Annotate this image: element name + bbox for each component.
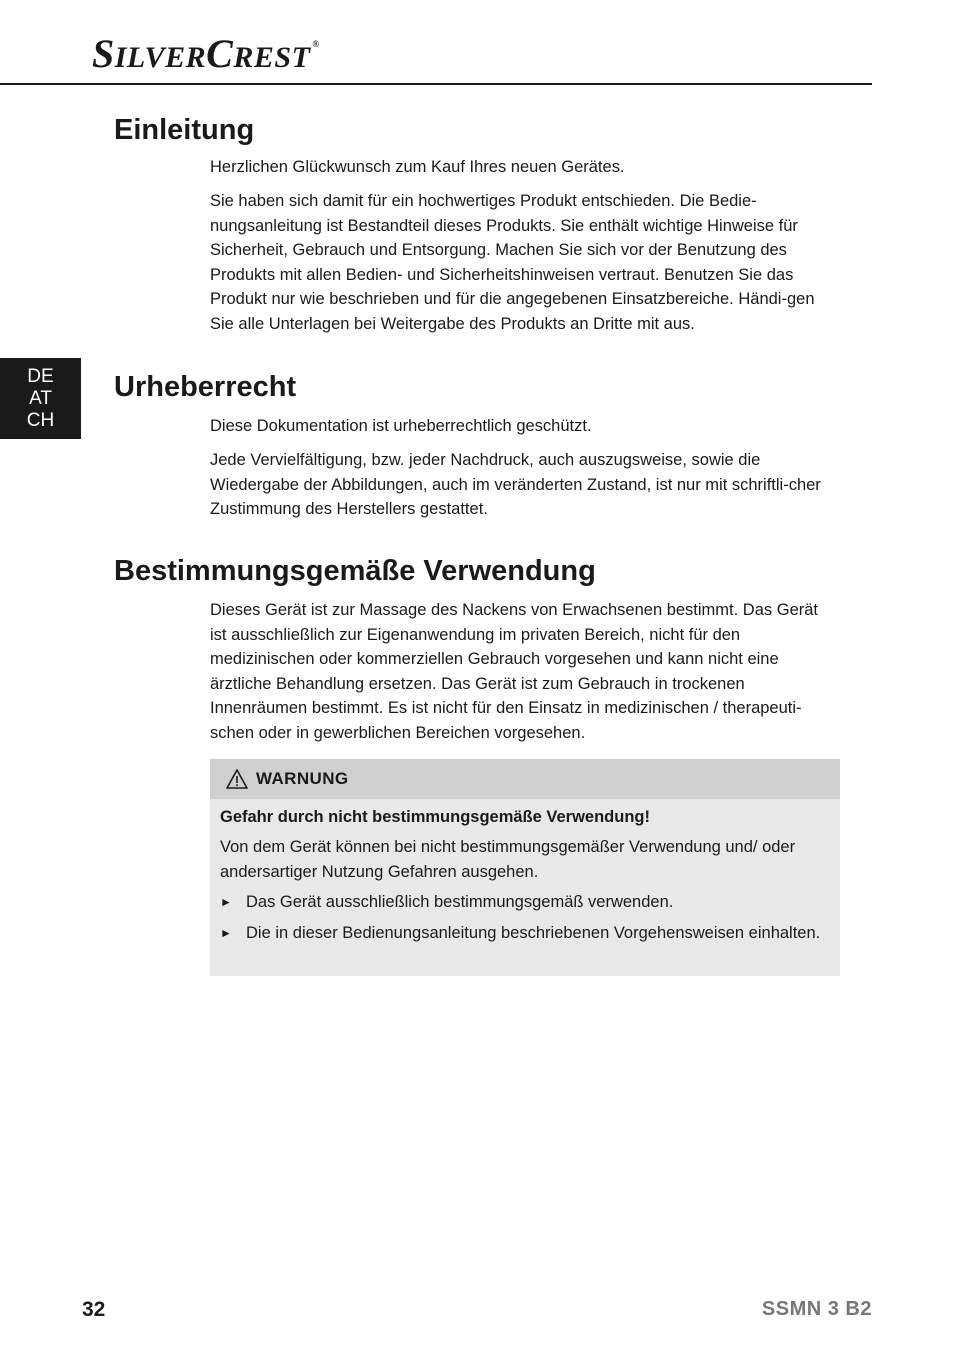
warning-title: Gefahr durch nicht bestimmungsgemäße Verwendung! — [220, 808, 650, 826]
warning-header — [210, 759, 840, 799]
warning-text: Von dem Gerät können bei nicht bestimmungsgemäßer Verwendung und/ oder andersartiger Nutzung Gefahren ausgehen. — [220, 838, 796, 881]
section-heading-verwendung: Bestimmungsgemäße Verwendung — [114, 555, 596, 587]
brand-letter: S — [92, 31, 115, 76]
language-code: CH — [26, 409, 55, 431]
language-code: DE — [27, 365, 54, 387]
paragraph: Diese Dokumentation ist urheberrechtlich geschützt. — [210, 417, 592, 435]
brand-letters: REST — [233, 41, 311, 74]
model-number: SSMN 3 B2 — [761, 1298, 872, 1320]
warning-box — [210, 759, 840, 976]
bullet-arrow-icon: ► — [220, 925, 232, 940]
paragraph: Dieses Gerät ist zur Massage des Nackens von Erwachsenen bestimmt. Das Gerät ist ausschließlich zur Eigenanwendung im privaten Bereich, nicht für den medizinischen oder kommerziellen Gebrauch vorgesehen und kann nicht eine ärztliche Behandlung ersetzen. Das Gerät ist zum Gebrauch in trockenen Innenräumen bestimmt. Es ist nicht für den Einsatz in medizinischen / therapeuti-schen oder in gewerblichen Bereichen vorgesehen. — [210, 601, 818, 742]
paragraph: Jede Vervielfältigung, bzw. jeder Nachdruck, auch auszugsweise, sowie die Wiedergabe der Abbildungen, auch im veränderten Zustand, ist nur mit schriftli-cher Zustimmung des Herstellers gestattet. — [210, 451, 821, 519]
brand-logo — [92, 31, 320, 76]
bullet-arrow-icon: ► — [220, 895, 232, 910]
warning-triangle-icon — [226, 769, 248, 789]
registered-mark: ® — [312, 39, 320, 49]
brand-letters: ILVER — [114, 41, 207, 74]
list-item — [220, 921, 830, 946]
list-item-text: Das Gerät ausschließlich bestimmungsgemäß verwenden. — [246, 893, 674, 912]
warning-body — [210, 799, 840, 945]
warning-label: WARNUNG — [256, 769, 349, 788]
section-heading-einleitung: Einleitung — [114, 114, 255, 146]
brand-letter: C — [206, 31, 234, 76]
section-heading-urheberrecht: Urheberrecht — [114, 371, 297, 403]
header-divider — [0, 83, 872, 85]
paragraph: Sie haben sich damit für ein hochwertiges Produkt entschieden. Die Bedie-nungsanleitung ist Bestandteil dieses Produkts. Sie enthält wichtige Hinweise für Sicherheit, Gebrauch und Entsorgung. Machen Sie sich vor der Benutzung des Produkts mit allen Bedien- und Sicherheitshinweisen vertraut. Benutzen Sie das Produkt nur wie beschrieben und für die angegebenen Einsatzbereiche. Händi-gen Sie alle Unterlagen bei Weitergabe des Produkts an Dritte mit aus. — [210, 192, 815, 333]
paragraph: Herzlichen Glückwunsch zum Kauf Ihres neuen Gerätes. — [210, 158, 625, 176]
list-item-text: Die in dieser Bedienungsanleitung beschriebenen Vorgehensweisen einhalten. — [246, 923, 821, 942]
list-item — [220, 890, 830, 915]
language-tab — [0, 358, 81, 439]
page-number: 32 — [82, 1298, 106, 1321]
language-code: AT — [29, 387, 52, 409]
